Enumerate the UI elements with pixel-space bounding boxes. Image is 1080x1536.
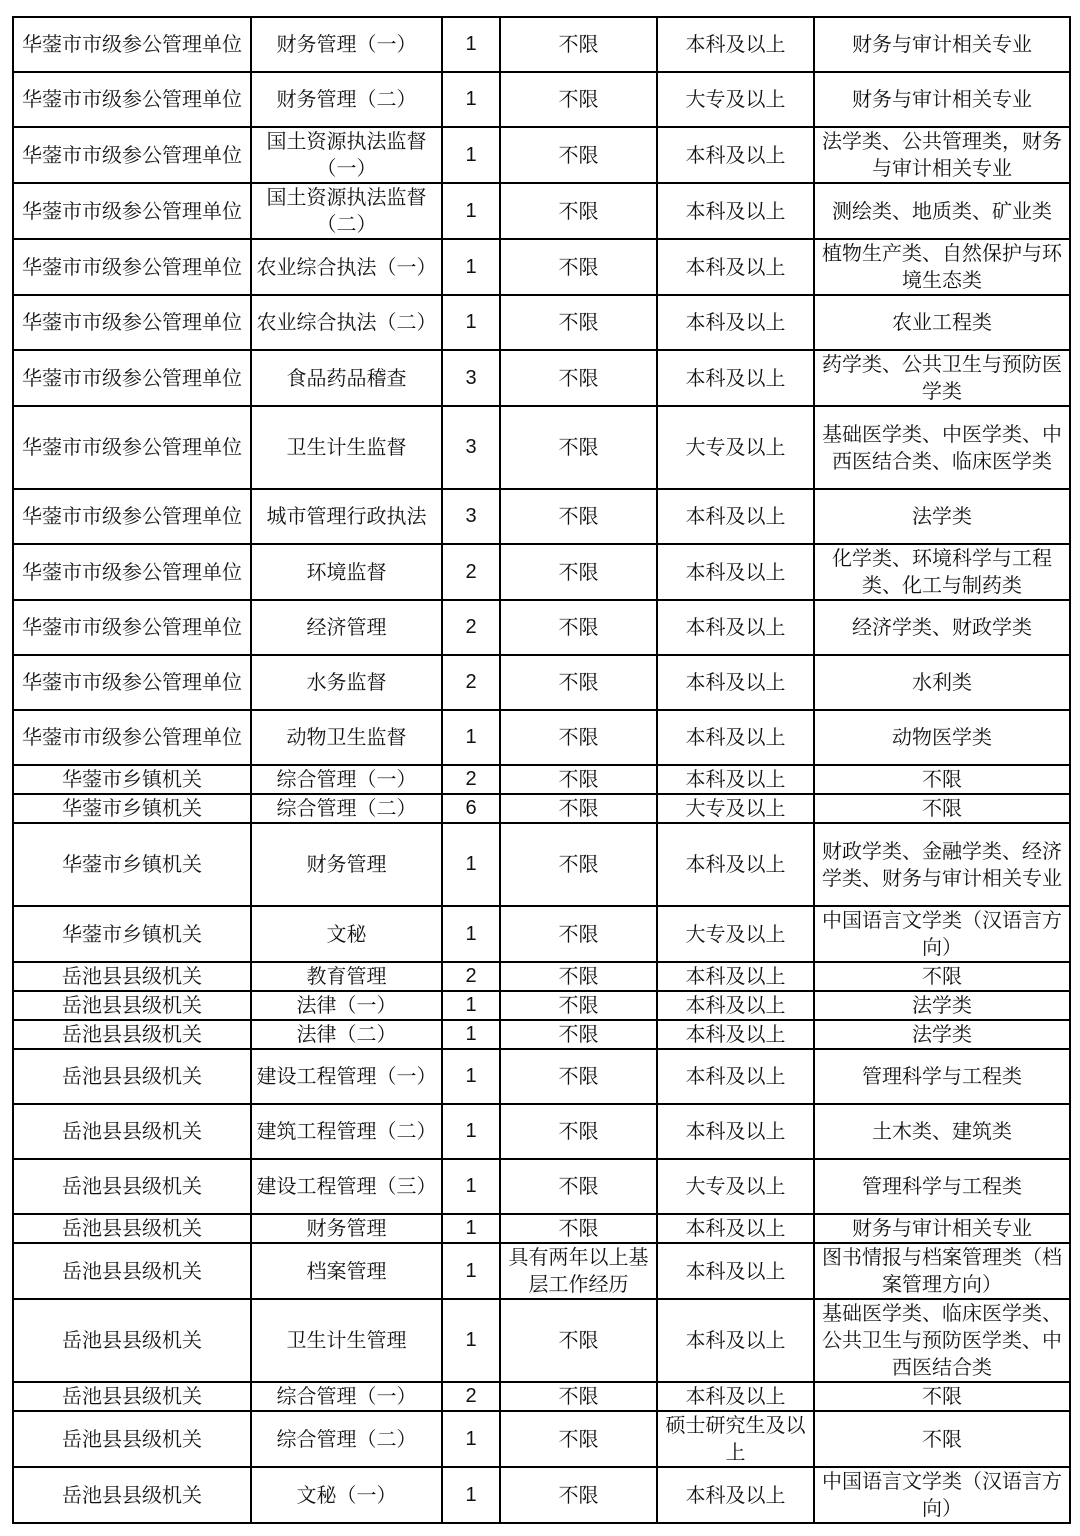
experience-cell: 不限: [500, 600, 657, 655]
unit-cell: 华蓥市市级参公管理单位: [13, 72, 251, 127]
major-cell: 农业工程类: [814, 295, 1070, 350]
education-cell: 本科及以上: [657, 710, 814, 765]
major-cell: 动物医学类: [814, 710, 1070, 765]
education-cell: 大专及以上: [657, 72, 814, 127]
major-cell: 药学类、公共卫生与预防医学类: [814, 350, 1070, 406]
table-row: [13, 823, 1070, 906]
experience-cell: 不限: [500, 1411, 657, 1467]
count-cell: 6: [442, 794, 500, 823]
major-cell: 法学类: [814, 489, 1070, 544]
education-cell: 本科及以上: [657, 823, 814, 906]
major-cell: 基础医学类、中医学类、中西医结合类、临床医学类: [814, 406, 1070, 489]
education-cell: 大专及以上: [657, 906, 814, 962]
major-cell: 中国语言文学类（汉语言方向）: [814, 1467, 1070, 1523]
major-cell: 管理科学与工程类: [814, 1159, 1070, 1214]
position-cell: 国土资源执法监督（二）: [251, 183, 442, 239]
table-row: [13, 17, 1070, 72]
count-cell: 1: [442, 183, 500, 239]
education-cell: 本科及以上: [657, 1382, 814, 1411]
table-row: [13, 1214, 1070, 1243]
count-cell: 2: [442, 765, 500, 794]
position-cell: 财务管理: [251, 1214, 442, 1243]
count-cell: 1: [442, 1467, 500, 1523]
position-cell: 城市管理行政执法: [251, 489, 442, 544]
experience-cell: 不限: [500, 794, 657, 823]
count-cell: 1: [442, 1411, 500, 1467]
unit-cell: 岳池县县级机关: [13, 1020, 251, 1049]
position-cell: 法律（二）: [251, 1020, 442, 1049]
experience-cell: 不限: [500, 710, 657, 765]
count-cell: 1: [442, 1049, 500, 1104]
count-cell: 2: [442, 600, 500, 655]
count-cell: 1: [442, 1299, 500, 1382]
education-cell: 本科及以上: [657, 295, 814, 350]
count-cell: 1: [442, 239, 500, 295]
major-cell: 财务与审计相关专业: [814, 17, 1070, 72]
position-cell: 卫生计生管理: [251, 1299, 442, 1382]
education-cell: 本科及以上: [657, 17, 814, 72]
major-cell: 化学类、环境科学与工程类、化工与制药类: [814, 544, 1070, 600]
major-cell: 不限: [814, 1382, 1070, 1411]
count-cell: 1: [442, 823, 500, 906]
education-cell: 本科及以上: [657, 1104, 814, 1159]
experience-cell: 不限: [500, 823, 657, 906]
unit-cell: 岳池县县级机关: [13, 1411, 251, 1467]
count-cell: 3: [442, 489, 500, 544]
table-row: [13, 295, 1070, 350]
unit-cell: 华蓥市市级参公管理单位: [13, 239, 251, 295]
table-row: [13, 765, 1070, 794]
experience-cell: 不限: [500, 962, 657, 991]
education-cell: 大专及以上: [657, 406, 814, 489]
unit-cell: 华蓥市市级参公管理单位: [13, 489, 251, 544]
major-cell: 经济学类、财政学类: [814, 600, 1070, 655]
experience-cell: 不限: [500, 1020, 657, 1049]
major-cell: 财务与审计相关专业: [814, 1214, 1070, 1243]
unit-cell: 岳池县县级机关: [13, 1159, 251, 1214]
table-row: [13, 72, 1070, 127]
unit-cell: 岳池县县级机关: [13, 1214, 251, 1243]
education-cell: 本科及以上: [657, 544, 814, 600]
education-cell: 硕士研究生及以上: [657, 1411, 814, 1467]
unit-cell: 华蓥市市级参公管理单位: [13, 600, 251, 655]
table-row: [13, 1411, 1070, 1467]
position-cell: 水务监督: [251, 655, 442, 710]
major-cell: 土木类、建筑类: [814, 1104, 1070, 1159]
table-row: [13, 127, 1070, 183]
experience-cell: 不限: [500, 1159, 657, 1214]
position-cell: 财务管理: [251, 823, 442, 906]
count-cell: 2: [442, 544, 500, 600]
experience-cell: 不限: [500, 991, 657, 1020]
table-row: [13, 544, 1070, 600]
table-row: [13, 1299, 1070, 1382]
position-cell: 综合管理（二）: [251, 794, 442, 823]
major-cell: 图书情报与档案管理类（档案管理方向）: [814, 1243, 1070, 1299]
education-cell: 本科及以上: [657, 350, 814, 406]
education-cell: 本科及以上: [657, 1243, 814, 1299]
unit-cell: 岳池县县级机关: [13, 991, 251, 1020]
education-cell: 本科及以上: [657, 1214, 814, 1243]
major-cell: 法学类: [814, 991, 1070, 1020]
position-cell: 建设工程管理（三）: [251, 1159, 442, 1214]
table-row: [13, 710, 1070, 765]
major-cell: 财务与审计相关专业: [814, 72, 1070, 127]
unit-cell: 华蓥市乡镇机关: [13, 906, 251, 962]
count-cell: 1: [442, 906, 500, 962]
education-cell: 本科及以上: [657, 765, 814, 794]
position-cell: 经济管理: [251, 600, 442, 655]
education-cell: 本科及以上: [657, 1049, 814, 1104]
position-cell: 国土资源执法监督（一）: [251, 127, 442, 183]
experience-cell: 不限: [500, 906, 657, 962]
position-cell: 综合管理（二）: [251, 1411, 442, 1467]
position-cell: 教育管理: [251, 962, 442, 991]
position-cell: 农业综合执法（一）: [251, 239, 442, 295]
position-cell: 食品药品稽查: [251, 350, 442, 406]
unit-cell: 华蓥市市级参公管理单位: [13, 350, 251, 406]
table-row: [13, 962, 1070, 991]
experience-cell: 不限: [500, 544, 657, 600]
unit-cell: 华蓥市乡镇机关: [13, 765, 251, 794]
table-row: [13, 655, 1070, 710]
count-cell: 1: [442, 1020, 500, 1049]
unit-cell: 华蓥市市级参公管理单位: [13, 17, 251, 72]
major-cell: 不限: [814, 794, 1070, 823]
position-cell: 档案管理: [251, 1243, 442, 1299]
major-cell: 法学类: [814, 1020, 1070, 1049]
count-cell: 2: [442, 962, 500, 991]
unit-cell: 华蓥市市级参公管理单位: [13, 295, 251, 350]
education-cell: 本科及以上: [657, 1467, 814, 1523]
unit-cell: 岳池县县级机关: [13, 1104, 251, 1159]
count-cell: 1: [442, 1214, 500, 1243]
major-cell: 不限: [814, 962, 1070, 991]
table-row: [13, 183, 1070, 239]
table-row: [13, 489, 1070, 544]
unit-cell: 岳池县县级机关: [13, 1467, 251, 1523]
experience-cell: 不限: [500, 406, 657, 489]
unit-cell: 华蓥市市级参公管理单位: [13, 183, 251, 239]
major-cell: 不限: [814, 765, 1070, 794]
experience-cell: 不限: [500, 127, 657, 183]
table-row: [13, 1467, 1070, 1523]
education-cell: 大专及以上: [657, 794, 814, 823]
table-row: [13, 1049, 1070, 1104]
table-row: [13, 600, 1070, 655]
unit-cell: 华蓥市市级参公管理单位: [13, 406, 251, 489]
unit-cell: 岳池县县级机关: [13, 962, 251, 991]
education-cell: 本科及以上: [657, 183, 814, 239]
experience-cell: 不限: [500, 1049, 657, 1104]
position-cell: 文秘: [251, 906, 442, 962]
table-body: [13, 17, 1070, 1523]
major-cell: 不限: [814, 1411, 1070, 1467]
position-cell: 环境监督: [251, 544, 442, 600]
major-cell: 水利类: [814, 655, 1070, 710]
experience-cell: 不限: [500, 350, 657, 406]
education-cell: 本科及以上: [657, 655, 814, 710]
experience-cell: 不限: [500, 183, 657, 239]
experience-cell: 不限: [500, 1467, 657, 1523]
table-row: [13, 906, 1070, 962]
unit-cell: 岳池县县级机关: [13, 1299, 251, 1382]
table-row: [13, 1382, 1070, 1411]
position-cell: 动物卫生监督: [251, 710, 442, 765]
position-cell: 农业综合执法（二）: [251, 295, 442, 350]
count-cell: 2: [442, 655, 500, 710]
unit-cell: 华蓥市市级参公管理单位: [13, 544, 251, 600]
major-cell: 植物生产类、自然保护与环境生态类: [814, 239, 1070, 295]
position-cell: 建设工程管理（一）: [251, 1049, 442, 1104]
unit-cell: 华蓥市市级参公管理单位: [13, 655, 251, 710]
experience-cell: 不限: [500, 17, 657, 72]
experience-cell: 不限: [500, 295, 657, 350]
major-cell: 财政学类、金融学类、经济学类、财务与审计相关专业: [814, 823, 1070, 906]
unit-cell: 华蓥市市级参公管理单位: [13, 710, 251, 765]
major-cell: 中国语言文学类（汉语言方向）: [814, 906, 1070, 962]
experience-cell: 不限: [500, 655, 657, 710]
table-row: [13, 794, 1070, 823]
position-cell: 综合管理（一）: [251, 765, 442, 794]
table-row: [13, 1243, 1070, 1299]
table-row: [13, 1159, 1070, 1214]
count-cell: 1: [442, 1104, 500, 1159]
experience-cell: 具有两年以上基层工作经历: [500, 1243, 657, 1299]
experience-cell: 不限: [500, 72, 657, 127]
education-cell: 本科及以上: [657, 991, 814, 1020]
table-row: [13, 239, 1070, 295]
table-row: [13, 1020, 1070, 1049]
major-cell: 测绘类、地质类、矿业类: [814, 183, 1070, 239]
position-cell: 建筑工程管理（二）: [251, 1104, 442, 1159]
education-cell: 本科及以上: [657, 1299, 814, 1382]
count-cell: 2: [442, 1382, 500, 1411]
count-cell: 1: [442, 991, 500, 1020]
major-cell: 管理科学与工程类: [814, 1049, 1070, 1104]
count-cell: 1: [442, 17, 500, 72]
major-cell: 法学类、公共管理类，财务与审计相关专业: [814, 127, 1070, 183]
education-cell: 本科及以上: [657, 127, 814, 183]
position-cell: 综合管理（一）: [251, 1382, 442, 1411]
unit-cell: 岳池县县级机关: [13, 1382, 251, 1411]
unit-cell: 岳池县县级机关: [13, 1243, 251, 1299]
education-cell: 本科及以上: [657, 239, 814, 295]
table-row: [13, 406, 1070, 489]
count-cell: 1: [442, 1243, 500, 1299]
experience-cell: 不限: [500, 1382, 657, 1411]
education-cell: 本科及以上: [657, 1020, 814, 1049]
experience-cell: 不限: [500, 765, 657, 794]
count-cell: 1: [442, 710, 500, 765]
count-cell: 1: [442, 72, 500, 127]
education-cell: 大专及以上: [657, 1159, 814, 1214]
experience-cell: 不限: [500, 1214, 657, 1243]
experience-cell: 不限: [500, 489, 657, 544]
count-cell: 3: [442, 406, 500, 489]
position-cell: 财务管理（一）: [251, 17, 442, 72]
table-row: [13, 350, 1070, 406]
unit-cell: 华蓥市乡镇机关: [13, 823, 251, 906]
position-cell: 卫生计生监督: [251, 406, 442, 489]
education-cell: 本科及以上: [657, 489, 814, 544]
unit-cell: 华蓥市乡镇机关: [13, 794, 251, 823]
experience-cell: 不限: [500, 1299, 657, 1382]
recruitment-table: [12, 16, 1071, 1524]
unit-cell: 华蓥市市级参公管理单位: [13, 127, 251, 183]
position-cell: 文秘（一）: [251, 1467, 442, 1523]
count-cell: 1: [442, 1159, 500, 1214]
table-row: [13, 1104, 1070, 1159]
count-cell: 3: [442, 350, 500, 406]
count-cell: 1: [442, 127, 500, 183]
experience-cell: 不限: [500, 239, 657, 295]
education-cell: 本科及以上: [657, 600, 814, 655]
table-row: [13, 991, 1070, 1020]
major-cell: 基础医学类、临床医学类、公共卫生与预防医学类、中西医结合类: [814, 1299, 1070, 1382]
education-cell: 本科及以上: [657, 962, 814, 991]
position-cell: 财务管理（二）: [251, 72, 442, 127]
unit-cell: 岳池县县级机关: [13, 1049, 251, 1104]
experience-cell: 不限: [500, 1104, 657, 1159]
count-cell: 1: [442, 295, 500, 350]
position-cell: 法律（一）: [251, 991, 442, 1020]
